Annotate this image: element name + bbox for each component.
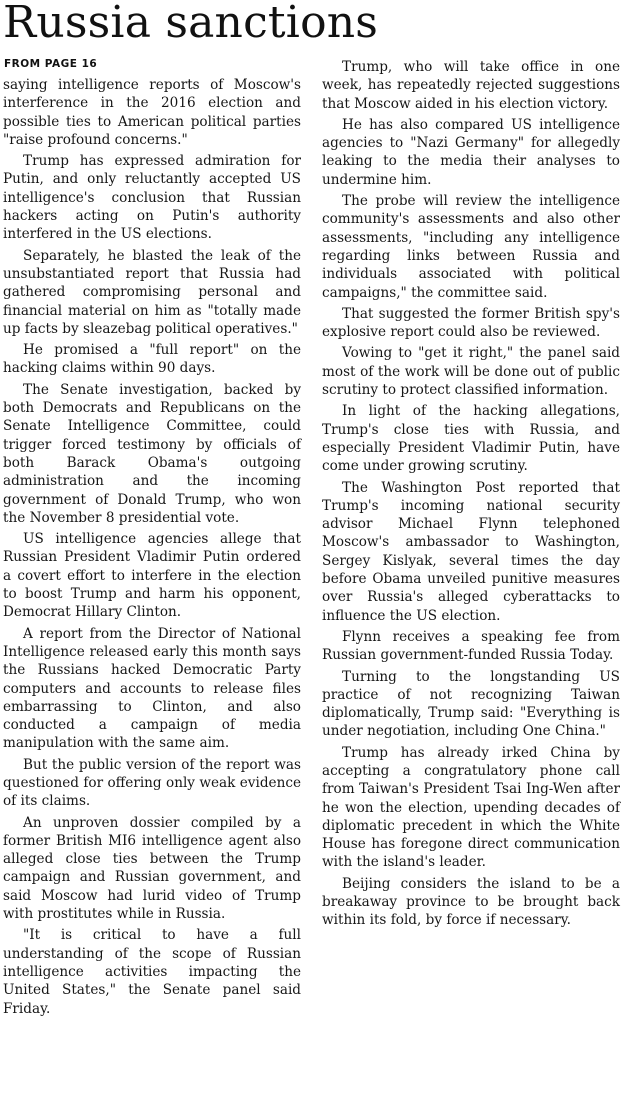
paragraph: He has also compared US intelligence agencies to "Nazi Germany" for allegedly leaking to the media their analyses to undermine him. xyxy=(322,116,620,188)
paragraph: That suggested the former British spy's explosive report could also be reviewed. xyxy=(322,305,620,341)
paragraph: Trump, who will take office in one week, has repeatedly rejected suggestions that Moscow aided in his election victory. xyxy=(322,59,620,112)
paragraph: "It is critical to have a full understanding of the scope of Russian intelligence activities impacting the United States," the Senate panel said Friday. xyxy=(3,927,301,1017)
paragraph: Beijing considers the island to be a breakaway province to be brought back within its fold, by force if necessary. xyxy=(322,875,620,929)
paragraph: An unproven dossier compiled by a former British MI6 intelligence agent also alleged close ties between the Trump campaign and Russian government, and said Moscow had lurid video of Trump with prostitutes while in Russia. xyxy=(3,814,301,923)
paragraph: In light of the hacking allegations, Trump's close ties with Russia, and especially President Vladimir Putin, have come under growing scrutiny. xyxy=(322,403,620,475)
paragraph: But the public version of the report was questioned for offering only weak evidence of its claims. xyxy=(3,756,301,810)
paragraph: Flynn receives a speaking fee from Russian government-funded Russia Today. xyxy=(322,628,620,664)
paragraph: The Senate investigation, backed by both Democrats and Republicans on the Senate Intelligence Committee, could trigger forced testimony by officials of both Barack Obama's outgoing administration and the incoming government of Donald Trump, who won the November 8 presidential vote. xyxy=(3,381,301,526)
right-column xyxy=(322,58,620,933)
paragraph: saying intelligence reports of Moscow's interference in the 2016 election and possible ties to American political parties "raise profound concerns." xyxy=(3,77,301,148)
paragraph: The Washington Post reported that Trump's incoming national security advisor Michael Flynn telephoned Moscow's ambassador to Washington, Sergey Kislyak, several times the day before Obama unveiled punitive measures over Russia's alleged cyberattacks to influence the US election. xyxy=(322,479,620,624)
paragraph: He promised a "full report" on the hacking claims within 90 days. xyxy=(3,342,301,377)
left-column xyxy=(3,76,301,1021)
paragraph: Turning to the longstanding US practice of not recognizing Taiwan diplomatically, Trump said: "Everything is under negotiation, including One China." xyxy=(322,668,620,740)
headline: Russia sanctions xyxy=(3,0,379,48)
paragraph: The probe will review the intelligence community's assessments and also other assessments, "including any intelligence regarding links between Russia and individuals associated with political campaigns," the committee said. xyxy=(322,193,620,301)
paragraph: A report from the Director of National Intelligence released early this month says the Russians hacked Democratic Party computers and accounts to release files embarrassing to Clinton, and also conducted a campaign of media manipulation with the same aim. xyxy=(3,625,301,752)
paragraph: Trump has already irked China by accepting a congratulatory phone call from Taiwan's President Tsai Ing-Wen after he won the election, upending decades of diplomatic precedent in which the White House has foregone direct communication with the island's leader. xyxy=(322,744,620,871)
jump-line: FROM PAGE 16 xyxy=(4,58,98,70)
paragraph: Separately, he blasted the leak of the unsubstantiated report that Russia had gathered compromising personal and financial material on him as "totally made up facts by sleazebag political operatives." xyxy=(3,247,301,337)
paragraph: Vowing to "get it right," the panel said most of the work will be done out of public scrutiny to protect classified information. xyxy=(322,345,620,399)
paragraph: US intelligence agencies allege that Russian President Vladimir Putin ordered a covert effort to interfere in the election to boost Trump and harm his opponent, Democrat Hillary Clinton. xyxy=(3,531,301,621)
paragraph: Trump has expressed admiration for Putin, and only reluctantly accepted US intelligence's conclusion that Russian hackers acting on Putin's authority interfered in the US elections. xyxy=(3,153,301,243)
